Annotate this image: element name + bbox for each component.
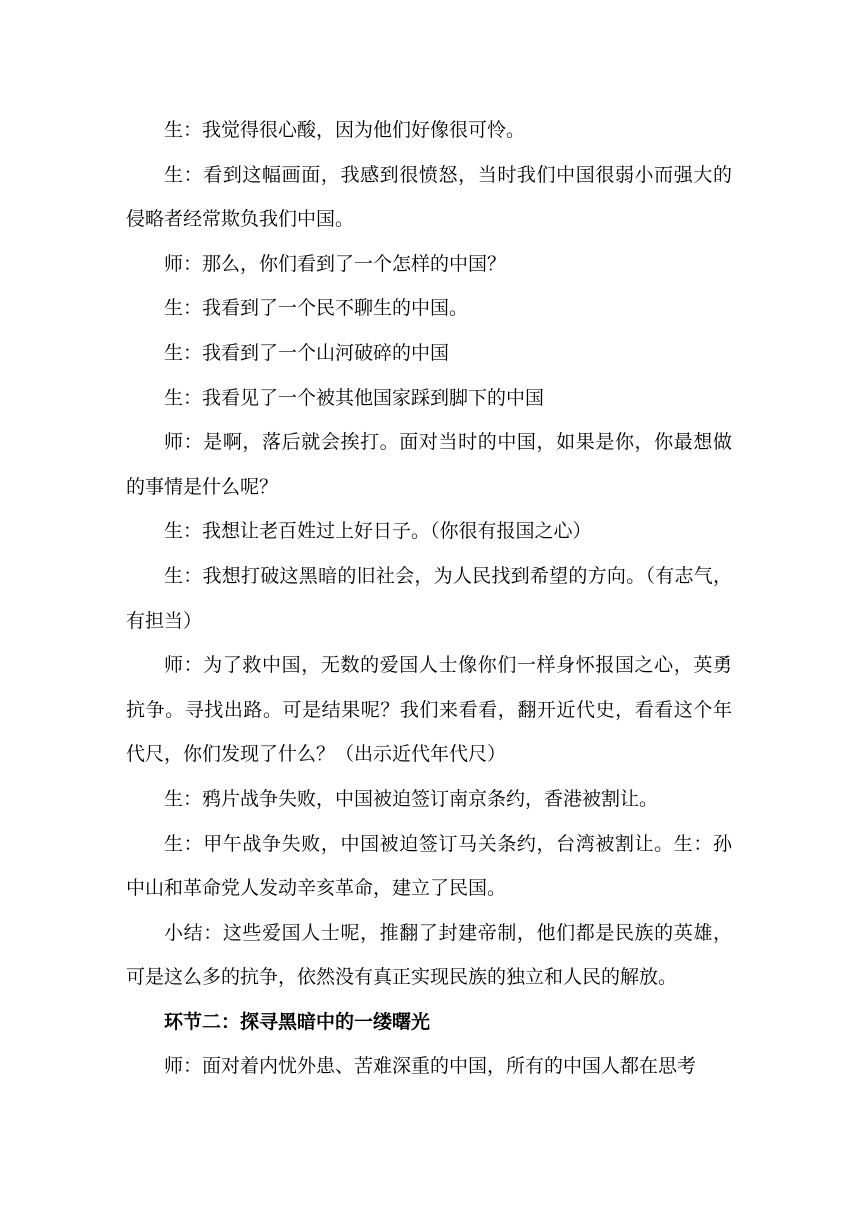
paragraph: 生：鸦片战争失败，中国被迫签订南京条约，香港被割让。: [164, 787, 659, 810]
paragraph: 小结：这些爱国人士呢，推翻了封建帝制，他们都是民族的英雄，可是这么多的抗争，依然没有真正实现民族的独立和人民的解放。: [126, 921, 732, 989]
document-body: [126, 108, 732, 1089]
paragraph: 生：甲午战争失败，中国被迫签订马关条约，台湾被割让。生：孙中山和革命党人发动辛亥革命，建立了民国。: [126, 832, 732, 900]
paragraph: 师：为了救中国，无数的爱国人士像你们一样身怀报国之心，英勇抗争。寻找出路。可是结果呢？我们来看看，翻开近代史，看看这个年代尺，你们发现了什么？（出示近代年代尺）: [126, 654, 732, 766]
paragraph: 生：看到这幅画面，我感到很愤怒，当时我们中国很弱小而强大的侵略者经常欺负我们中国。: [126, 163, 732, 231]
paragraph: 师：那么，你们看到了一个怎样的中国？: [164, 252, 507, 275]
paragraph: 师：是啊，落后就会挨打。面对当时的中国，如果是你，你最想做的事情是什么呢？: [126, 431, 732, 498]
paragraph: 生：我看到了一个山河破碎的中国: [164, 341, 450, 364]
paragraph: 生：我觉得很心酸，因为他们好像很可怜。: [164, 119, 526, 141]
paragraph: 生：我看到了一个民不聊生的中国。: [164, 297, 469, 320]
paragraph: 生：我想让老百姓过上好日子。（你很有报国之心）: [164, 520, 592, 543]
section-heading: 环节二：探寻黑暗中的一缕曙光: [164, 1010, 431, 1033]
paragraph: 师：面对着内忧外患、苦难深重的中国，所有的中国人都在思考: [164, 1055, 697, 1078]
paragraph: 生：我看见了一个被其他国家踩到脚下的中国: [164, 386, 545, 409]
paragraph: 生：我想打破这黑暗的旧社会，为人民找到希望的方向。（有志气，有担当）: [126, 564, 732, 632]
